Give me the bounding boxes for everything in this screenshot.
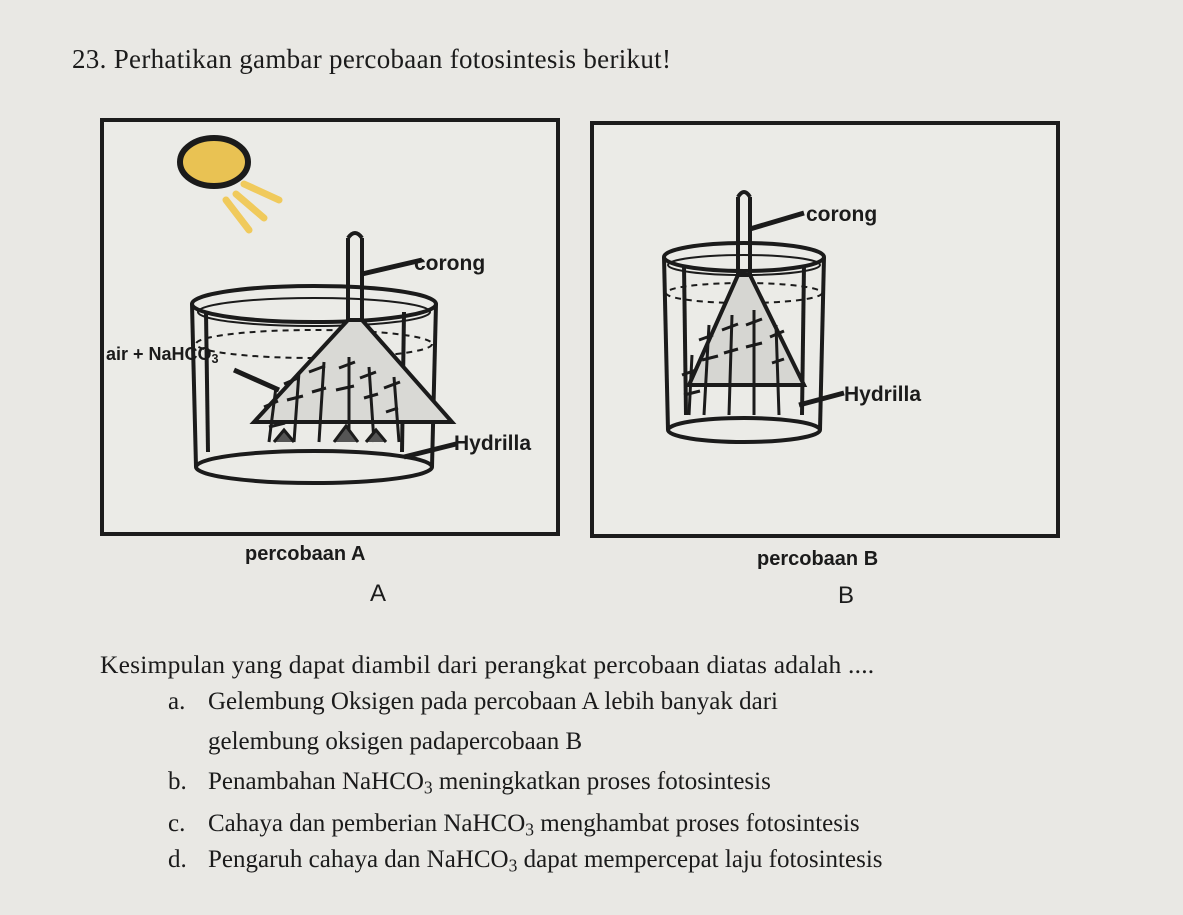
experiment-a-illustration [104,122,556,532]
label-corong-a: corong [414,252,486,275]
pointer-water-a [234,370,279,390]
sun-icon [180,138,279,230]
caption-a: percobaan A [245,543,366,565]
option-a: a. Gelembung Oksigen pada percobaan A lebih banyak dari [168,688,778,715]
experiment-b-illustration [594,125,1056,534]
question-title [72,44,671,75]
question-prompt: Perhatikan gambar percobaan fotosintesis berikut! [113,44,672,74]
label-hydrilla-b: Hydrilla [844,383,922,406]
option-c: c. Cahaya dan pemberian NaHCO$_3$ menghambat proses fotosintesis [168,810,860,840]
pointer-funnel-b [750,213,804,229]
question-stem: Kesimpulan yang dapat diambil dari perangkat percobaan diatas adalah .... [100,650,875,679]
option-a-line2: gelembung oksigen padapercobaan B [208,728,583,755]
label-hydrilla-a: Hydrilla [454,432,532,455]
pointer-hydrilla-a [404,444,456,457]
figure-letter-a: A [370,580,387,607]
label-corong-b: corong [806,203,878,226]
option-d: d. Pengaruh cahaya dan NaHCO$_3$ dapat mempercepat laju fotosintesis [168,846,883,876]
pointer-funnel-a [362,260,422,274]
label-air-nahco3: air + NaHCO$_3$ [106,344,219,367]
experiment-b-panel [590,121,1060,538]
figure-letter-b: B [838,582,855,609]
experiment-a-panel [100,118,560,536]
caption-b: percobaan B [757,548,879,570]
question-number: 23. [72,44,107,74]
option-b: b. Penambahan NaHCO$_3$ meningkatkan proses fotosintesis [168,768,771,798]
